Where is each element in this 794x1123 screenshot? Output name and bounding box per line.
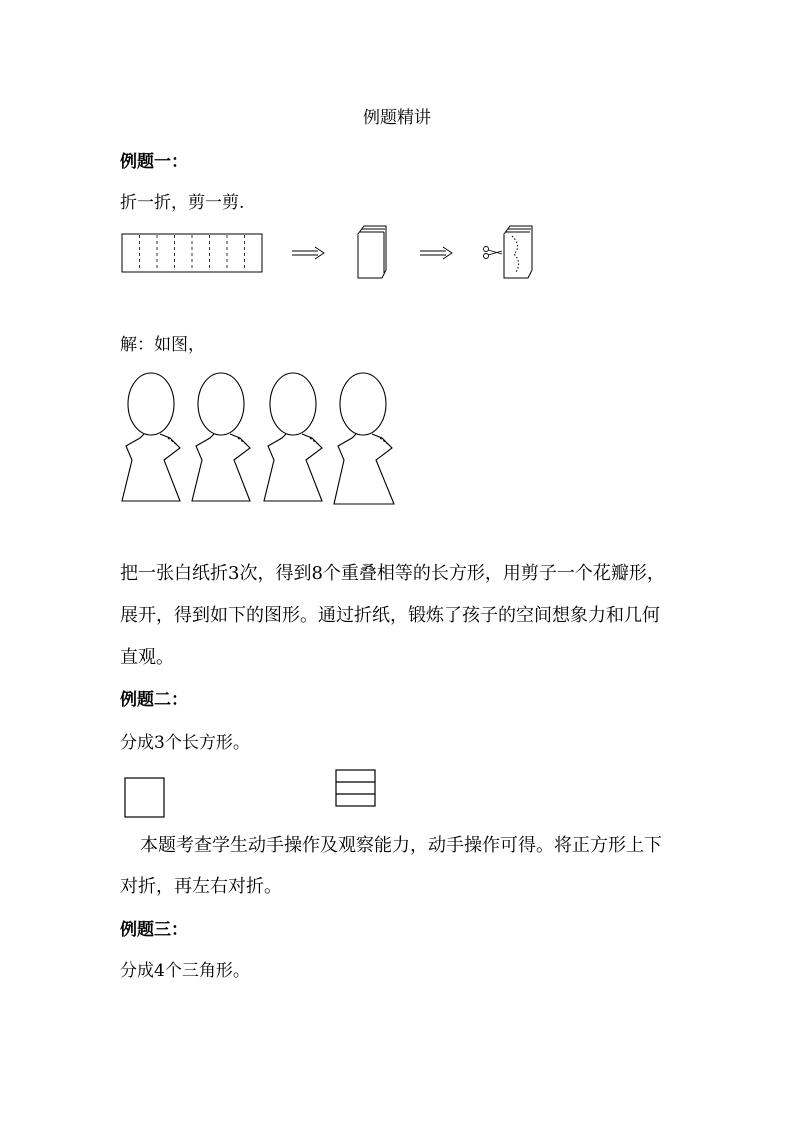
arrow-right-icon <box>292 247 324 259</box>
unfolded-paper-strip <box>122 234 262 272</box>
cut-figures-row <box>118 370 398 510</box>
paper-doll-figure <box>334 373 394 504</box>
cut-paper-stack <box>504 226 532 278</box>
paper-doll-figure <box>192 373 250 501</box>
example1-solution-label: 解：如图， <box>120 335 205 355</box>
paper-folding-figure <box>118 218 558 284</box>
arrow-right-icon <box>420 247 452 259</box>
example2-explanation-line2: 对折，再左右对折。 <box>120 876 282 897</box>
example3-prompt: 分成4个三角形。 <box>120 961 250 981</box>
square-division-figure <box>120 768 390 822</box>
square-divided-into-rectangles <box>336 770 375 806</box>
page-title: 例题精讲 <box>363 108 431 128</box>
paper-doll-figure <box>122 373 180 501</box>
paper-doll-figure <box>264 373 322 501</box>
example1-explanation-line2: 展开，得到如下的图形。通过折纸，锻炼了孩子的空间想象力和几何 <box>120 605 660 626</box>
example2-prompt: 分成3个长方形。 <box>120 733 250 753</box>
example1-prompt: 折一折，剪一剪. <box>120 193 245 213</box>
example3-heading: 例题三： <box>120 920 188 940</box>
scissors-icon <box>484 247 503 259</box>
folded-paper-stack <box>358 226 386 278</box>
example1-explanation-line1: 把一张白纸折3次，得到8个重叠相等的长方形，用剪子一个花瓣形， <box>120 563 665 584</box>
example1-explanation-line3: 直观。 <box>120 647 174 668</box>
example1-heading: 例题一： <box>120 152 188 172</box>
example2-heading: 例题二： <box>120 690 188 710</box>
square-shape <box>125 778 164 817</box>
example2-explanation-line1: 本题考查学生动手操作及观察能力，动手操作可得。将正方形上下 <box>140 835 662 856</box>
